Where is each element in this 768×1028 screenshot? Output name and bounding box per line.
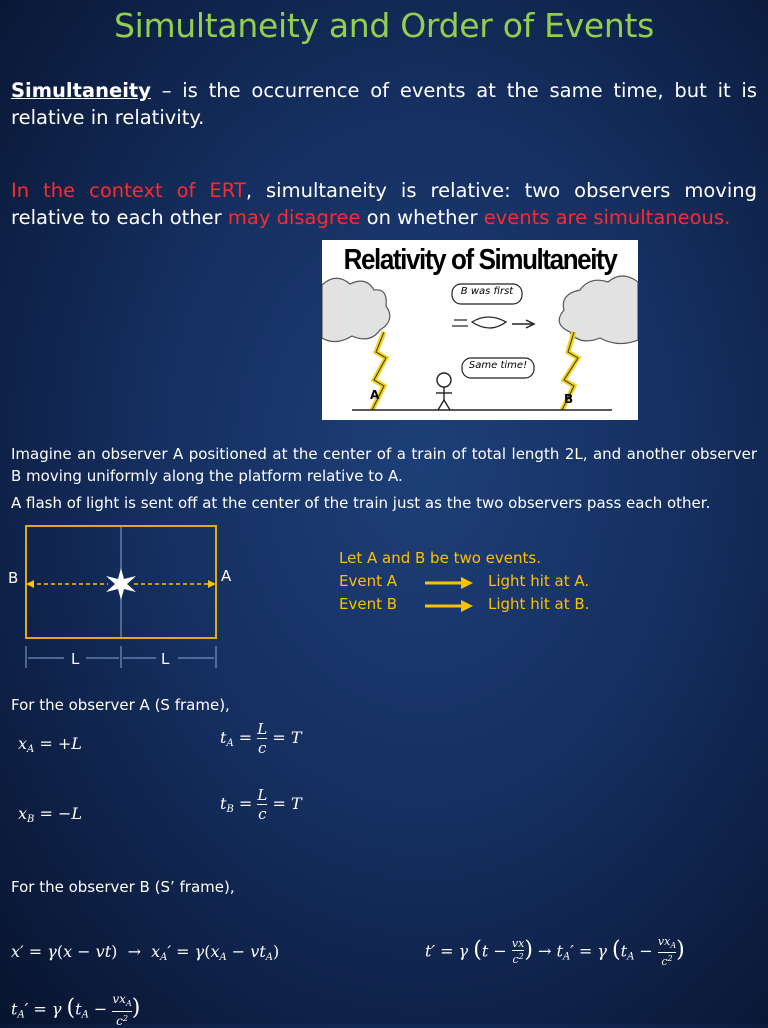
figure-label-a: A [370,388,380,402]
length-label-left: L [71,650,80,668]
event-b-result: Light hit at B. [488,595,590,613]
setup-paragraph-2: A flash of light is sent off at the center of the train just as the two observers pass each other. [11,494,711,512]
equation-xb: $x_B = -L$ [18,804,83,825]
frame-s-heading: For the observer A (S frame), [11,696,230,714]
train-label-a: A [221,567,232,585]
context-red-1: In the context of ERT [11,179,246,202]
context-red-3: events are simultaneous. [483,206,731,229]
train-diagram [0,520,240,670]
definition-paragraph [11,77,757,131]
event-a-result: Light hit at A. [488,572,590,590]
equation-ta-prime: $t_A' = \gamma$ ($t_A$ − $\frac{vx_A}{c^2}$ ) [11,992,141,1028]
equation-lorentz-t: t′ = γ (t − $\frac{vx}{c^2}$ ) → $t_A' = \gamma$ ($t_A$ − $\frac{vx_A}{c^2}$ ) [425,935,685,968]
definition-term: Simultaneity [11,79,151,102]
events-intro: Let A and B be two events. [339,549,541,567]
figure-label-b: B [564,392,574,406]
equation-xa: $x_A = +L$ [18,734,82,755]
frame-s-prime-heading: For the observer B (S’ frame), [11,878,235,896]
spaceship [472,317,506,328]
length-label-right: L [161,650,170,668]
equation-lorentz-x: $x' = \gamma(x - vt) \to x_A' = \gamma(x_A - vt_A)$ [11,942,280,963]
context-white-1: , simultaneity is relative: two observers moving relative to each other [11,179,758,229]
flash-burst [106,568,136,600]
figure-title: Relativity of Simultaneity [343,242,617,276]
bubble-same-time: Same time! [468,360,528,371]
left-cloud [322,278,390,341]
event-b-label: Event B [339,595,398,613]
relativity-figure [322,240,638,420]
event-b-arrow-icon [425,599,475,613]
context-red-2: may disagree [227,206,361,229]
context-paragraph [11,177,757,231]
event-a-label: Event A [339,572,398,590]
page-title: Simultaneity and Order of Events [113,6,655,45]
context-white-2: on whether [360,206,484,229]
definition-text: – is the occurrence of events at the same time, but it is relative in relativity. [11,79,757,129]
train-label-b: B [8,569,19,587]
equation-ta: $t_A$ = $\frac{L}{c}$ = T [220,720,302,757]
bubble-b-was-first: B was first [460,286,514,297]
equation-tb: $t_B$ = $\frac{L}{c}$ = T [220,786,302,823]
setup-paragraph-1: Imagine an observer A positioned at the center of a train of total length 2L, and another observer B moving uniformly along the platform relative to A. [11,445,757,485]
event-a-arrow-icon [425,576,475,590]
